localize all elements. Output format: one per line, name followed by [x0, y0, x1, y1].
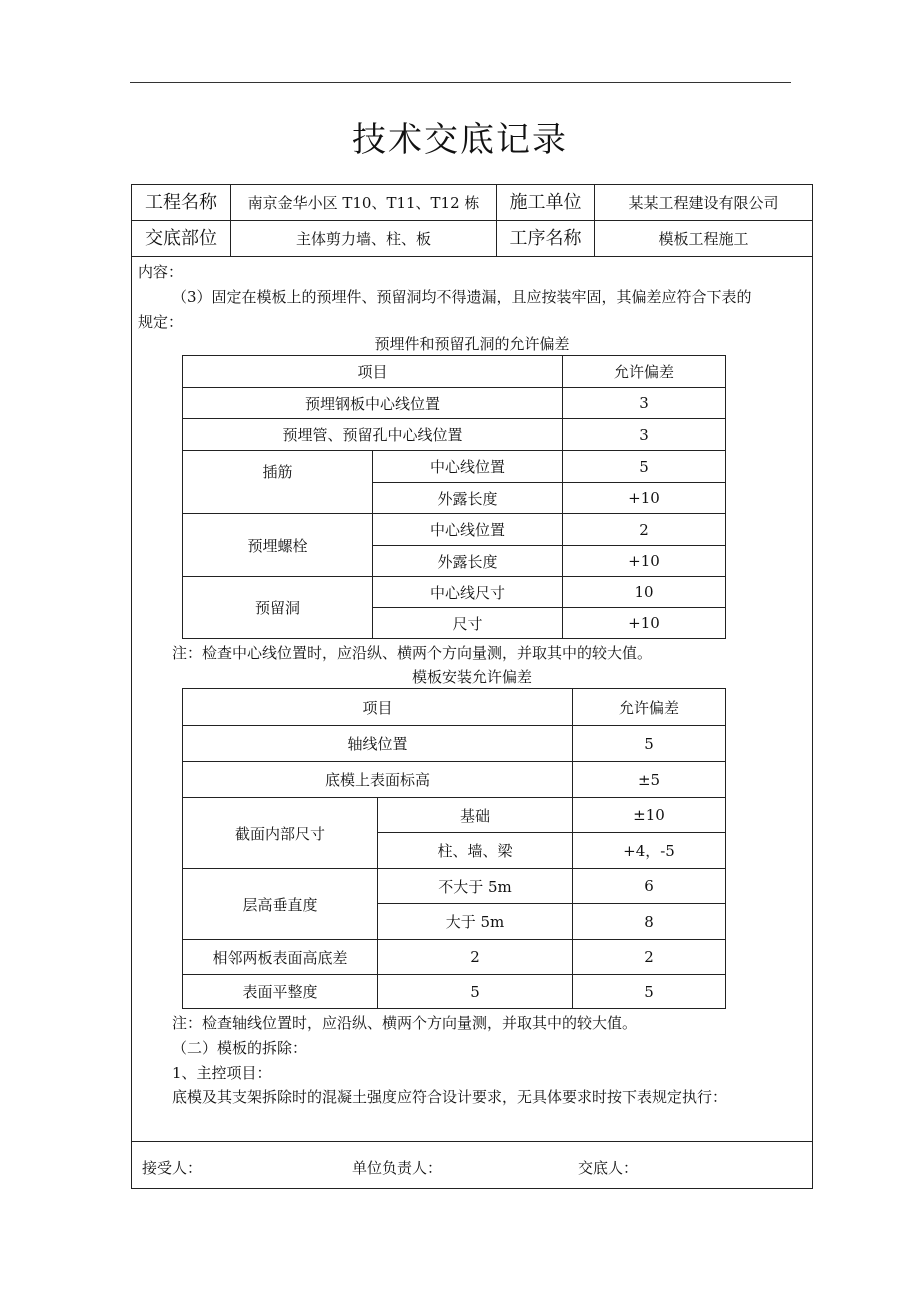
- table2-sub-item: 基础: [378, 798, 573, 833]
- table1-row-value: +10: [563, 608, 726, 639]
- main-control-item: 1、主控项目：: [172, 1064, 272, 1082]
- paragraph-3-line-2: 规定：: [138, 313, 184, 331]
- formwork-installation-table: [182, 688, 726, 1009]
- header-row-1: [132, 185, 812, 221]
- table2-row-value: 8: [573, 904, 726, 940]
- project-name-value: 南京金华小区 T10、T11、T12 栋: [231, 185, 497, 221]
- content-label: 内容：: [138, 263, 184, 281]
- table1-row-item: 预埋管、预留孔中心线位置: [183, 419, 563, 451]
- signature-divider: [132, 1141, 812, 1142]
- table2-row-value: 5: [573, 726, 726, 762]
- note-2: 注：检查轴线位置时，应沿纵、横两个方向量测，并取其中的较大值。: [172, 1014, 638, 1032]
- table2-row-value: ±10: [573, 798, 726, 833]
- table2-caption: 模板安装允许偏差: [411, 668, 532, 686]
- table1-row-value: 10: [563, 577, 726, 608]
- record-form: [131, 184, 813, 1189]
- table2-group-name: 层高垂直度: [183, 869, 378, 940]
- note-1: 注：检查中心线位置时，应沿纵、横两个方向量测，并取其中的较大值。: [172, 644, 653, 662]
- table1-row-value: 3: [563, 388, 726, 419]
- issuer-label: 交底人：: [578, 1159, 639, 1177]
- table2-header-item: 项目: [183, 689, 573, 726]
- table2-sub-item: 柱、墙、梁: [378, 833, 573, 869]
- top-rule: [130, 82, 791, 83]
- table1-header-deviation: 允许偏差: [563, 356, 726, 388]
- table1-row-item: 预埋钢板中心线位置: [183, 388, 563, 419]
- table2-row-mid: 2: [378, 940, 573, 975]
- table1-group-name: 插筋: [183, 451, 373, 514]
- table1-row-value: +10: [563, 483, 726, 514]
- table1-sub-item: 尺寸: [373, 608, 563, 639]
- table2-row-value: 2: [573, 940, 726, 975]
- table2-row-value: 6: [573, 869, 726, 904]
- table1-row-value: 5: [563, 451, 726, 483]
- table1-row-value: +10: [563, 546, 726, 577]
- table2-row-item: 底模上表面标高: [183, 762, 573, 798]
- part-label: 交底部位: [132, 221, 231, 257]
- table1-sub-item: 中心线位置: [373, 514, 563, 546]
- table2-row-item: 相邻两板表面高底差: [183, 940, 378, 975]
- table1-row-value: 3: [563, 419, 726, 451]
- process-label: 工序名称: [497, 221, 595, 257]
- page-title: 技术交底记录: [352, 120, 568, 160]
- paragraph-3-line-1: （3）固定在模板上的预埋件、预留洞均不得遗漏，且应按装牢固，其偏差应符合下表的: [172, 288, 752, 306]
- table1-header-item: 项目: [183, 356, 563, 388]
- contractor-label: 施工单位: [497, 185, 595, 221]
- table1-sub-item: 中心线尺寸: [373, 577, 563, 608]
- table2-sub-item: 大于 5m: [378, 904, 573, 940]
- part-value: 主体剪力墙、柱、板: [231, 221, 497, 257]
- table1-sub-item: 外露长度: [373, 546, 563, 577]
- table2-row-value: 5: [573, 975, 726, 1009]
- table1-group-name: 预埋螺栓: [183, 514, 373, 577]
- table2-sub-item: 不大于 5m: [378, 869, 573, 904]
- main-control-text: 底模及其支架拆除时的混凝土强度应符合设计要求，无具体要求时按下表规定执行：: [172, 1088, 728, 1106]
- unit-head-label: 单位负责人：: [352, 1159, 443, 1177]
- header-row-2: [132, 221, 812, 257]
- process-value: 模板工程施工: [658, 230, 749, 248]
- embedded-parts-table: [182, 355, 726, 639]
- project-name-label: 工程名称: [132, 185, 231, 221]
- table2-row-value: ±5: [573, 762, 726, 798]
- receiver-label: 接受人：: [142, 1159, 203, 1177]
- table2-group-name: 截面内部尺寸: [183, 798, 378, 869]
- section-2-heading: （二）模板的拆除：: [172, 1039, 308, 1057]
- table1-sub-item: 中心线位置: [373, 451, 563, 483]
- table1-caption: 预埋件和预留孔洞的允许偏差: [374, 335, 570, 353]
- table2-row-value: +4，-5: [573, 833, 726, 869]
- table1-sub-item: 外露长度: [373, 483, 563, 514]
- table2-row-item: 表面平整度: [183, 975, 378, 1009]
- table1-group-name: 预留洞: [183, 577, 373, 639]
- table2-header-deviation: 允许偏差: [573, 689, 726, 726]
- table2-row-item: 轴线位置: [183, 726, 573, 762]
- table1-row-value: 2: [563, 514, 726, 546]
- contractor-value: 某某工程建设有限公司: [628, 194, 779, 212]
- table2-row-mid: 5: [378, 975, 573, 1009]
